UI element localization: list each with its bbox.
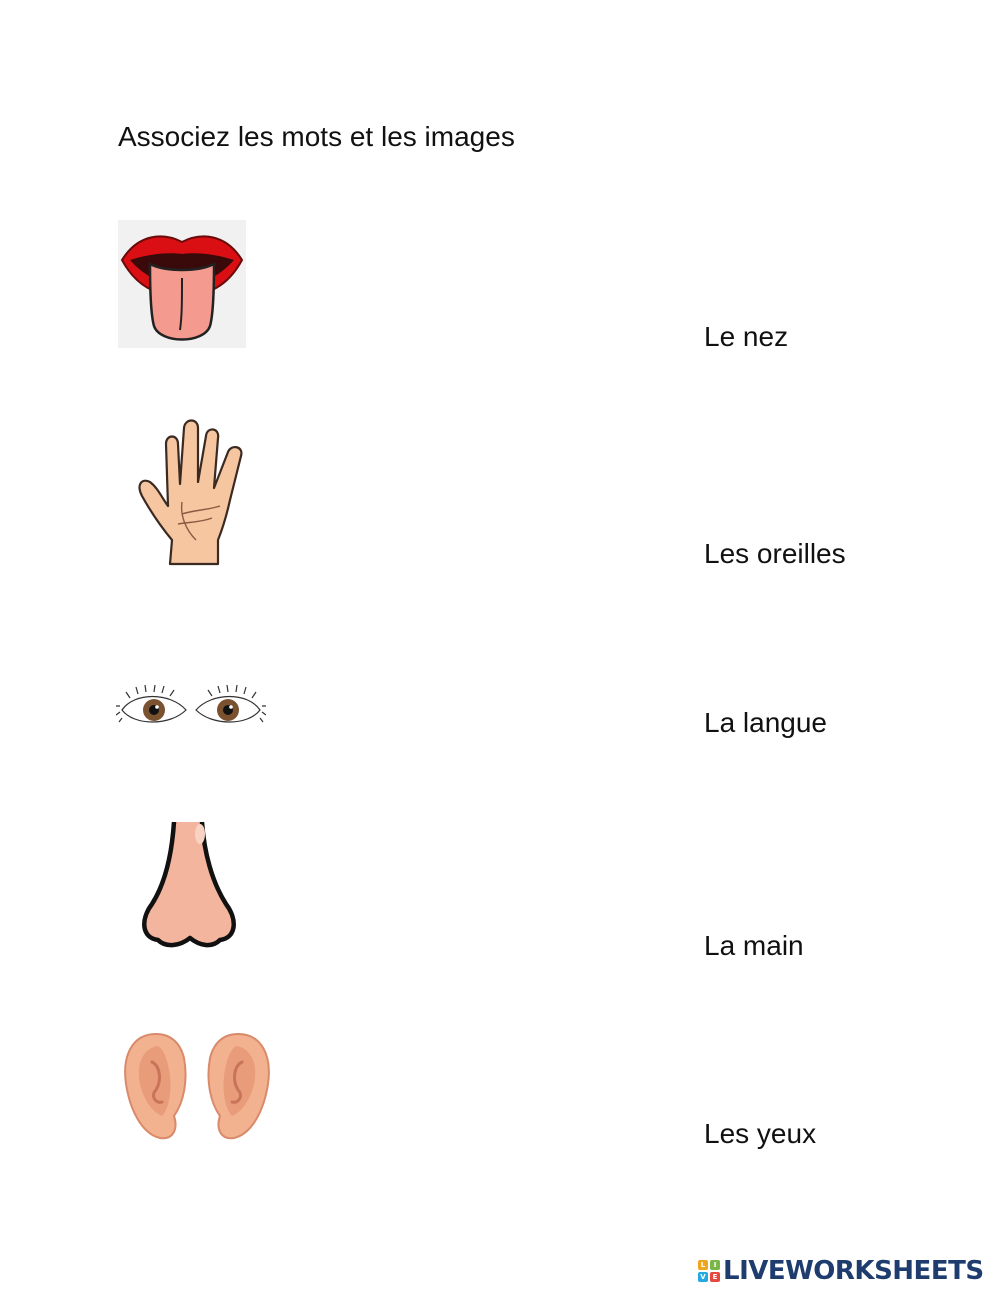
tongue-icon (118, 220, 246, 348)
brand-name: LIVEWORKSHEETS (723, 1256, 984, 1286)
eyes-picture[interactable] (116, 682, 266, 730)
hand-icon (132, 418, 248, 566)
nose-picture[interactable] (138, 822, 240, 950)
word-le-nez[interactable]: Le nez (704, 321, 789, 352)
brand-mark-icon (698, 1260, 720, 1282)
ears-picture[interactable] (122, 1032, 272, 1142)
brand-mark-letter-v: V (698, 1272, 708, 1282)
word-les-yeux[interactable]: Les yeux (704, 1118, 817, 1149)
liveworksheets-logo (698, 1256, 984, 1286)
nose-icon (138, 822, 240, 950)
ears-icon (122, 1032, 272, 1142)
word-les-oreilles[interactable]: Les oreilles (704, 538, 846, 569)
instruction-title: Associez les mots et les images (118, 121, 515, 152)
word-la-langue[interactable]: La langue (704, 707, 828, 738)
hand-picture[interactable] (132, 418, 248, 566)
tongue-picture[interactable] (118, 220, 246, 348)
brand-mark-letter-l: L (698, 1260, 708, 1270)
word-la-main[interactable]: La main (704, 930, 804, 961)
brand-mark-letter-e: E (710, 1272, 720, 1282)
brand-mark-letter-i: I (710, 1260, 720, 1270)
eyes-icon (116, 682, 266, 730)
